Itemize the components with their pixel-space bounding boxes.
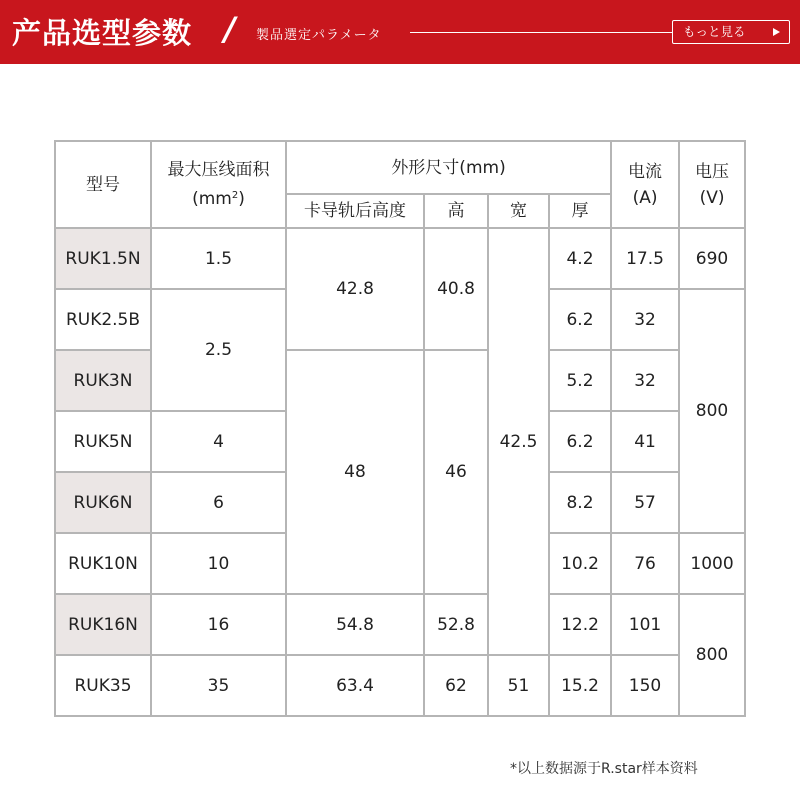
wire-area-cell: 10 <box>151 533 286 594</box>
header-wire-area-label: 最大压线面积 <box>167 160 270 180</box>
header-banner <box>0 0 800 64</box>
height-cell: 40.8 <box>424 228 488 350</box>
voltage-cell: 800 <box>679 289 745 533</box>
header-voltage <box>679 141 745 228</box>
page-subtitle: 製品選定パラメータ <box>256 28 382 43</box>
thickness-cell: 10.2 <box>549 533 611 594</box>
rail-height-cell: 42.8 <box>286 228 424 350</box>
more-button-label: もっと見る <box>683 24 746 39</box>
header-current <box>611 141 679 228</box>
thickness-cell: 4.2 <box>549 228 611 289</box>
current-cell: 101 <box>611 594 679 655</box>
wire-area-cell: 16 <box>151 594 286 655</box>
wire-area-cell: 35 <box>151 655 286 716</box>
thickness-cell: 5.2 <box>549 350 611 411</box>
model-cell: RUK35 <box>55 655 151 716</box>
footnote: *以上数据源于R.star样本资料 <box>510 761 698 777</box>
header-rail-height: 卡导轨后高度 <box>286 194 424 228</box>
thickness-cell: 15.2 <box>549 655 611 716</box>
current-cell: 150 <box>611 655 679 716</box>
spec-table <box>54 140 746 717</box>
wire-area-cell: 2.5 <box>151 289 286 411</box>
model-cell: RUK16N <box>55 594 151 655</box>
model-cell: RUK6N <box>55 472 151 533</box>
width-cell: 42.5 <box>488 228 549 655</box>
more-button[interactable] <box>672 20 790 44</box>
current-cell: 41 <box>611 411 679 472</box>
header-current-unit: (A) <box>632 187 658 208</box>
thickness-cell: 6.2 <box>549 289 611 350</box>
play-arrow-icon <box>773 28 780 36</box>
header-wire-area <box>151 141 286 228</box>
header-voltage-unit: (V) <box>699 187 725 208</box>
wire-area-cell: 6 <box>151 472 286 533</box>
current-cell: 32 <box>611 289 679 350</box>
thickness-cell: 8.2 <box>549 472 611 533</box>
voltage-cell: 690 <box>679 228 745 289</box>
header-wire-area-unit: $(mm^2)$ <box>192 189 245 209</box>
title-slash: / <box>224 10 236 48</box>
thickness-cell: 12.2 <box>549 594 611 655</box>
wire-area-cell: 1.5 <box>151 228 286 289</box>
current-cell: 32 <box>611 350 679 411</box>
table-row <box>55 594 745 655</box>
rail-height-cell: 63.4 <box>286 655 424 716</box>
model-cell: RUK2.5B <box>55 289 151 350</box>
voltage-cell: 800 <box>679 594 745 716</box>
thickness-cell: 6.2 <box>549 411 611 472</box>
current-cell: 17.5 <box>611 228 679 289</box>
rail-height-cell: 54.8 <box>286 594 424 655</box>
table-row <box>55 655 745 716</box>
model-cell: RUK1.5N <box>55 228 151 289</box>
model-cell: RUK10N <box>55 533 151 594</box>
height-cell: 62 <box>424 655 488 716</box>
wire-area-cell: 4 <box>151 411 286 472</box>
model-cell: RUK3N <box>55 350 151 411</box>
header-height: 高 <box>424 194 488 228</box>
voltage-cell: 1000 <box>679 533 745 594</box>
header-current-label: 电流 <box>628 161 663 182</box>
header-dimensions: 外形尺寸(mm) <box>286 141 611 194</box>
current-cell: 57 <box>611 472 679 533</box>
width-cell: 51 <box>488 655 549 716</box>
header-thickness: 厚 <box>549 194 611 228</box>
current-cell: 76 <box>611 533 679 594</box>
header-voltage-label: 电压 <box>695 161 730 182</box>
rail-height-cell: 48 <box>286 350 424 594</box>
height-cell: 46 <box>424 350 488 594</box>
header-model: 型号 <box>55 141 151 228</box>
page-title: 产品选型参数 <box>12 16 193 50</box>
header-width: 宽 <box>488 194 549 228</box>
model-cell: RUK5N <box>55 411 151 472</box>
header-divider <box>410 32 672 33</box>
table-row <box>55 228 745 289</box>
height-cell: 52.8 <box>424 594 488 655</box>
